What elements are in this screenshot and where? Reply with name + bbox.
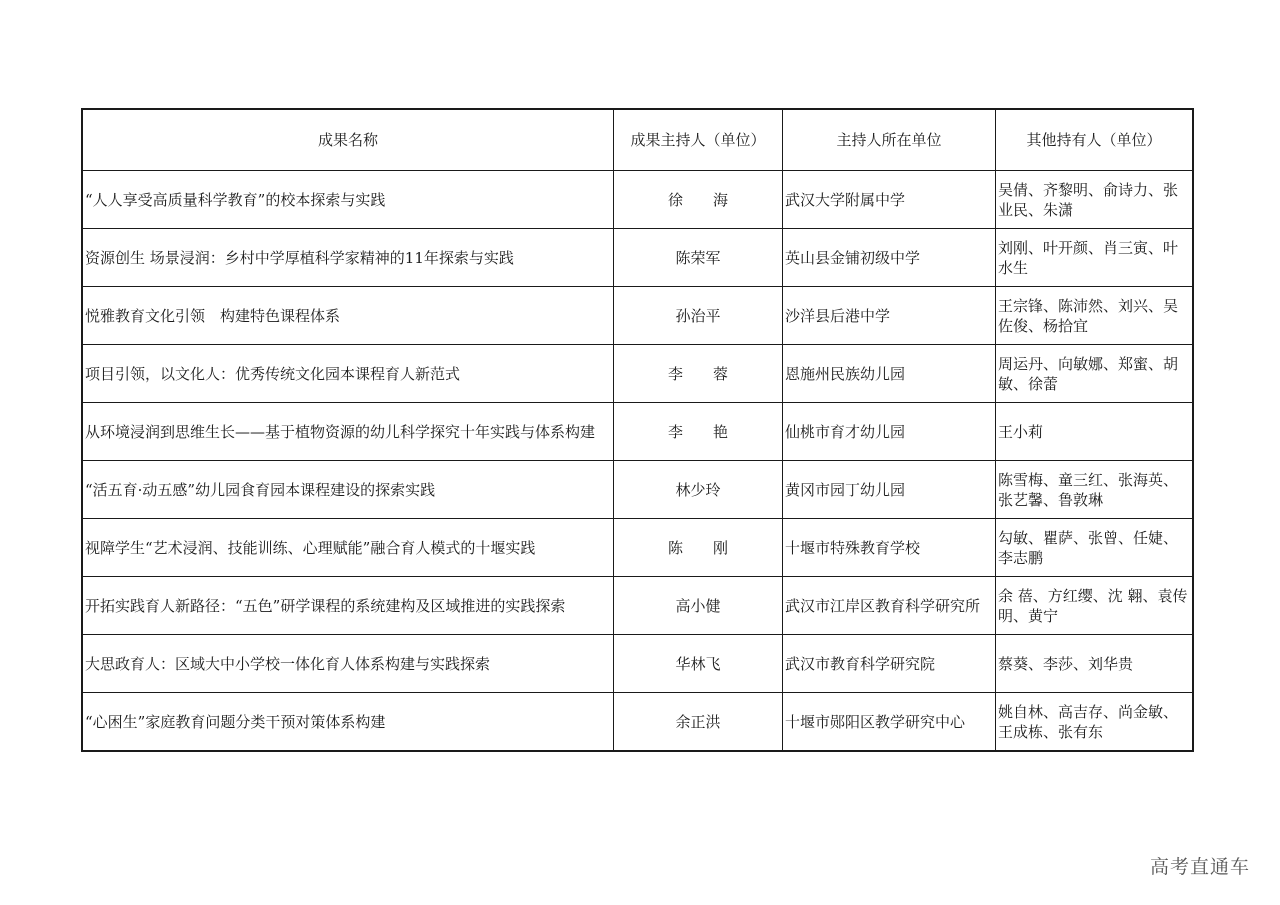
cell-unit: 十堰市郧阳区教学研究中心	[783, 693, 996, 751]
table-row	[83, 519, 1193, 577]
header-name: 成果名称	[83, 110, 614, 171]
table-row	[83, 403, 1193, 461]
cell-host: 陈荣军	[614, 229, 783, 287]
cell-others: 周运丹、向敏娜、郑蜜、胡敏、徐蕾	[996, 345, 1193, 403]
cell-others: 王小莉	[996, 403, 1193, 461]
table-row	[83, 461, 1193, 519]
cell-unit: 武汉市江岸区教育科学研究所	[783, 577, 996, 635]
cell-host: 林少玲	[614, 461, 783, 519]
cell-others: 勾敏、瞿萨、张曾、任婕、李志鹏	[996, 519, 1193, 577]
cell-others: 吴倩、齐黎明、俞诗力、张业民、朱潇	[996, 171, 1193, 229]
cell-host: 孙治平	[614, 287, 783, 345]
cell-unit: 黄冈市园丁幼儿园	[783, 461, 996, 519]
cell-others: 王宗锋、陈沛然、刘兴、吴佐俊、杨拾宜	[996, 287, 1193, 345]
cell-others: 蔡葵、李莎、刘华贵	[996, 635, 1193, 693]
cell-name: 大思政育人：区域大中小学校一体化育人体系构建与实践探索	[83, 635, 614, 693]
cell-unit: 仙桃市育才幼儿园	[783, 403, 996, 461]
cell-unit: 沙洋县后港中学	[783, 287, 996, 345]
cell-name: 视障学生“艺术浸润、技能训练、心理赋能”融合育人模式的十堰实践	[83, 519, 614, 577]
cell-unit: 武汉市教育科学研究院	[783, 635, 996, 693]
cell-others: 刘刚、叶开颜、肖三寅、叶水生	[996, 229, 1193, 287]
cell-others: 余 蓓、方红缨、沈 翱、袁传明、黄宁	[996, 577, 1193, 635]
table-row	[83, 287, 1193, 345]
cell-name: 资源创生 场景浸润：乡村中学厚植科学家精神的11年探索与实践	[83, 229, 614, 287]
cell-host: 余正洪	[614, 693, 783, 751]
cell-name: 项目引领，以文化人：优秀传统文化园本课程育人新范式	[83, 345, 614, 403]
table-row	[83, 229, 1193, 287]
cell-host: 高小健	[614, 577, 783, 635]
header-unit: 主持人所在单位	[783, 110, 996, 171]
cell-host: 陈 刚	[614, 519, 783, 577]
cell-name: “心困生”家庭教育问题分类干预对策体系构建	[83, 693, 614, 751]
table-row	[83, 345, 1193, 403]
cell-others: 陈雪梅、童三红、张海英、张艺馨、鲁敦琳	[996, 461, 1193, 519]
table-header-row	[83, 110, 1193, 171]
watermark-text: 高考直通车	[1149, 856, 1250, 878]
cell-others: 姚自林、高吉存、尚金敏、王成栋、张有东	[996, 693, 1193, 751]
cell-host: 李 蓉	[614, 345, 783, 403]
cell-unit: 英山县金铺初级中学	[783, 229, 996, 287]
header-host: 成果主持人（单位）	[614, 110, 783, 171]
cell-name: “活五育·动五感”幼儿园食育园本课程建设的探索实践	[83, 461, 614, 519]
cell-name: 开拓实践育人新路径：“五色”研学课程的系统建构及区域推进的实践探索	[83, 577, 614, 635]
cell-name: “人人享受高质量科学教育”的校本探索与实践	[83, 171, 614, 229]
table-row	[83, 171, 1193, 229]
cell-host: 徐 海	[614, 171, 783, 229]
table-row	[83, 577, 1193, 635]
header-others: 其他持有人（单位）	[996, 110, 1193, 171]
cell-host: 李 艳	[614, 403, 783, 461]
cell-unit: 十堰市特殊教育学校	[783, 519, 996, 577]
cell-unit: 武汉大学附属中学	[783, 171, 996, 229]
table-row	[83, 635, 1193, 693]
cell-name: 从环境浸润到思维生长——基于植物资源的幼儿科学探究十年实践与体系构建	[83, 403, 614, 461]
achievements-table	[82, 109, 1193, 751]
table-row	[83, 693, 1193, 751]
cell-name: 悦雅教育文化引领 构建特色课程体系	[83, 287, 614, 345]
cell-host: 华林飞	[614, 635, 783, 693]
cell-unit: 恩施州民族幼儿园	[783, 345, 996, 403]
